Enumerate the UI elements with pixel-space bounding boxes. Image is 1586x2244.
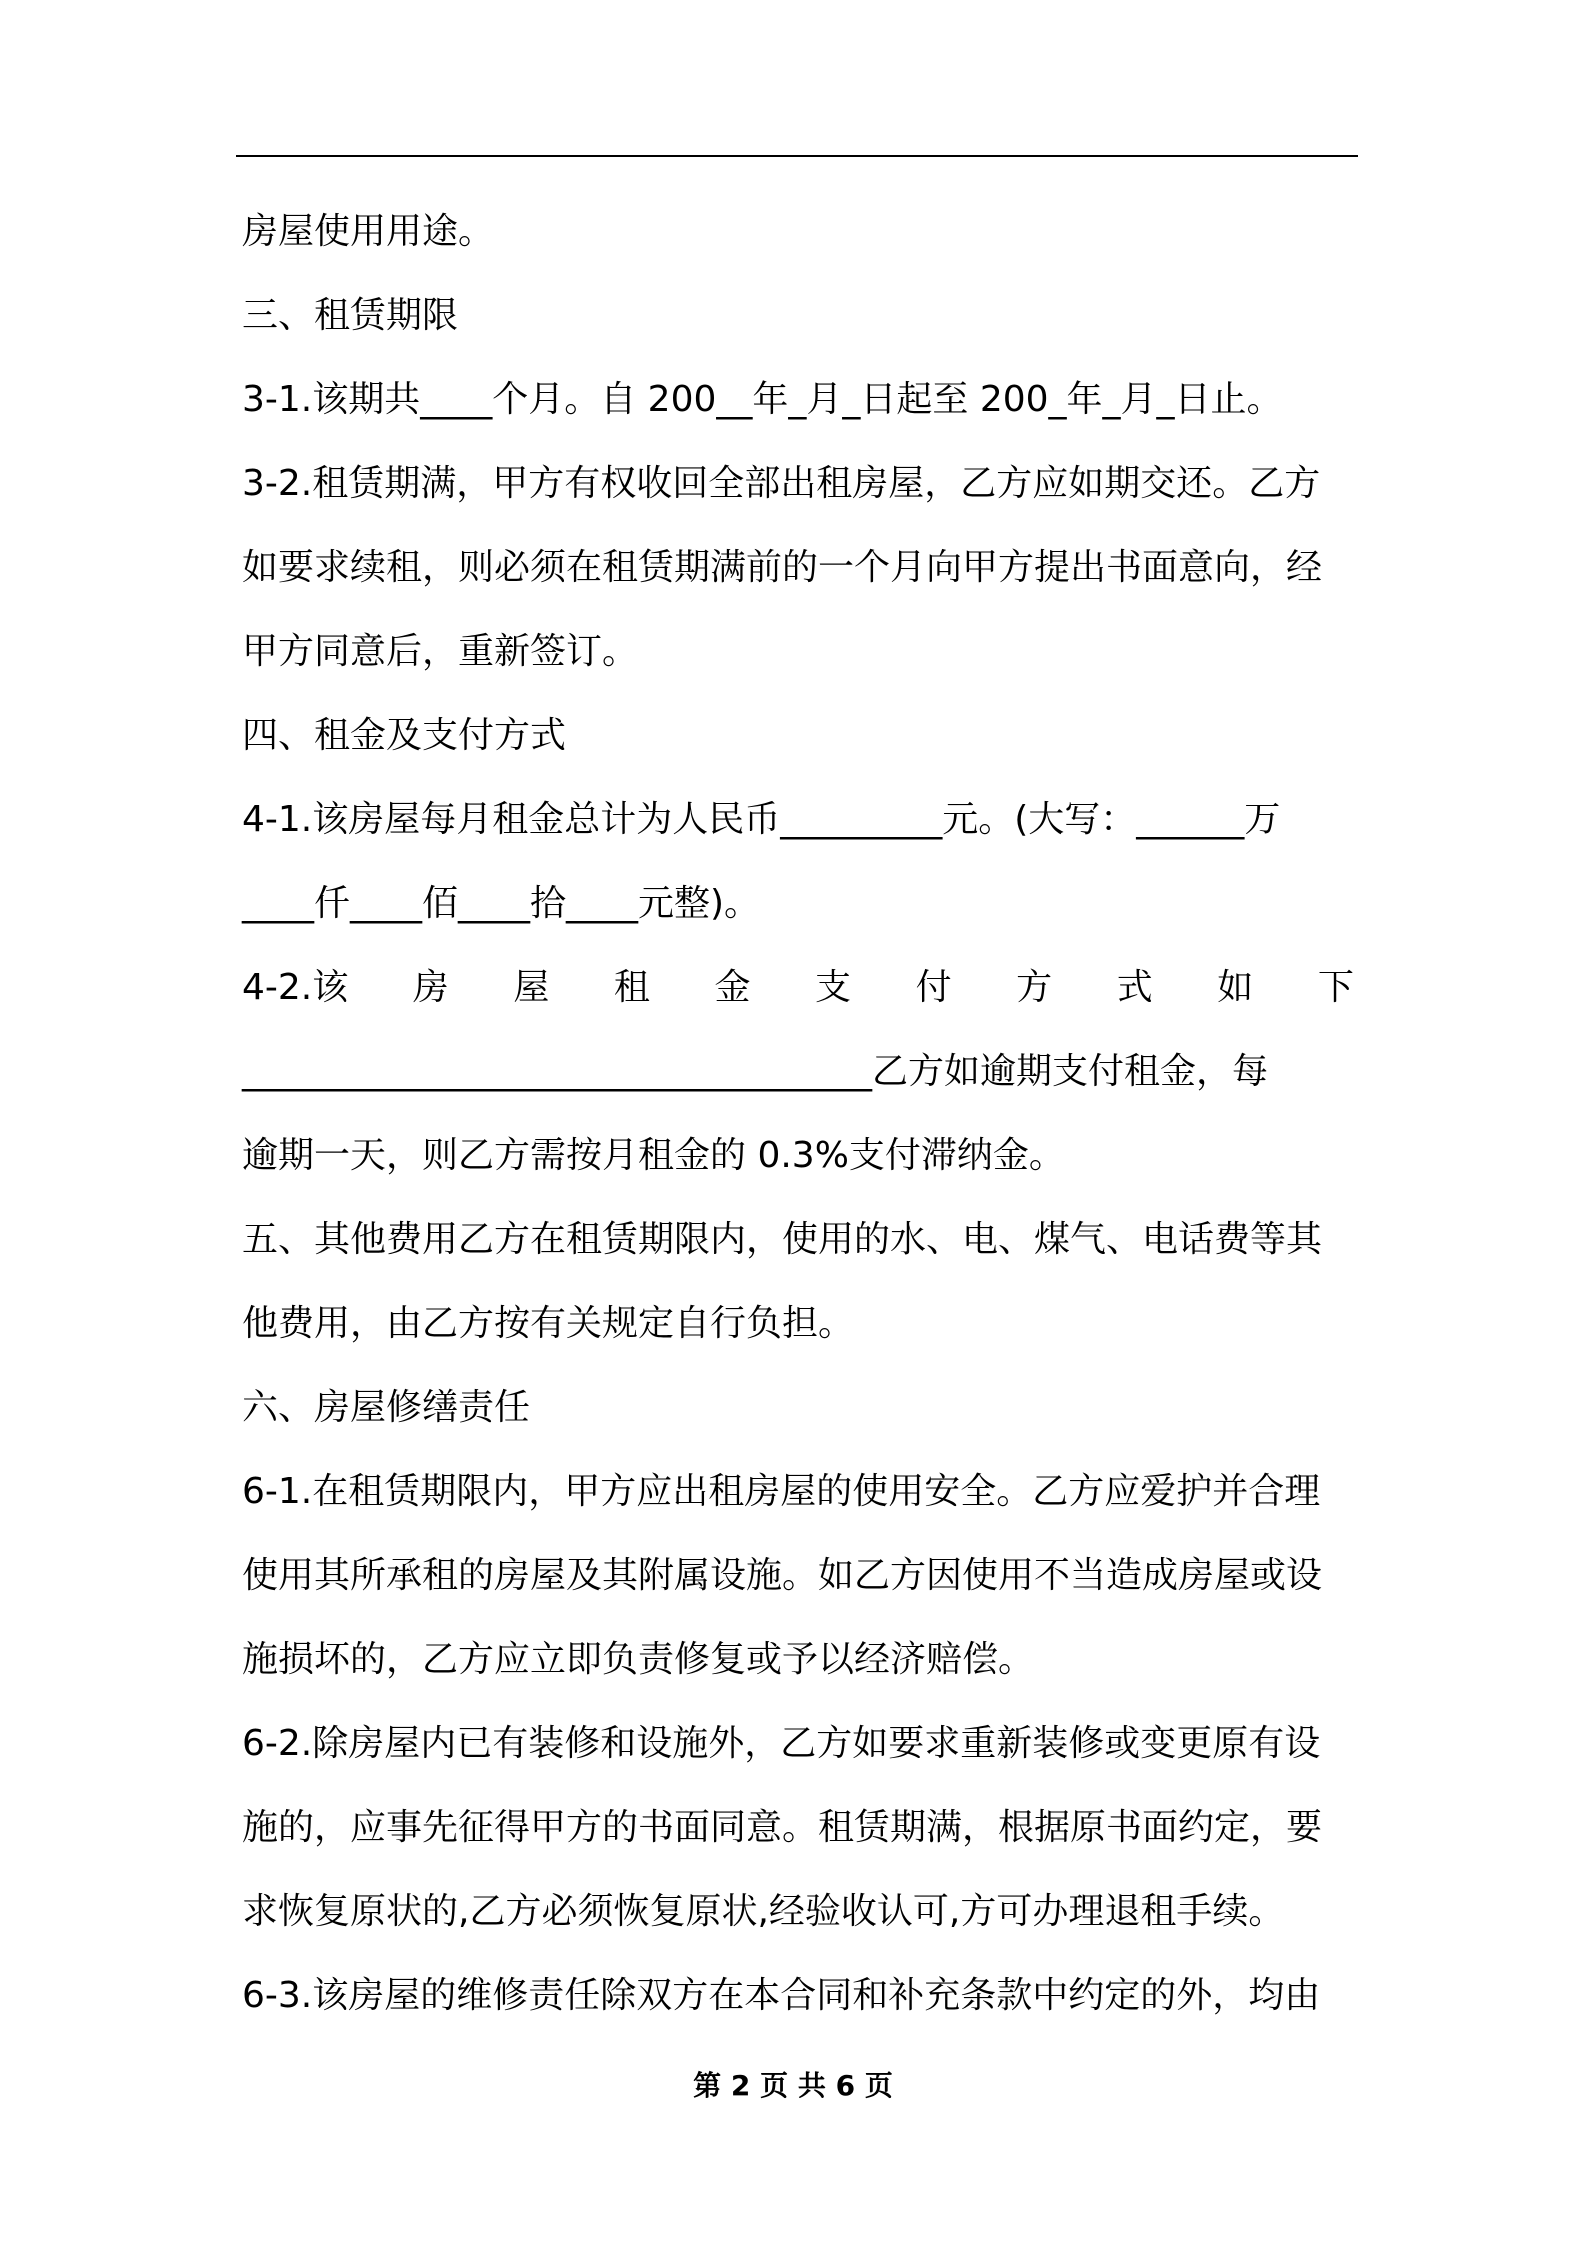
spread-character: 下 (1317, 967, 1354, 1008)
spread-character: 方 (1016, 967, 1053, 1008)
spread-character: 租 (613, 967, 650, 1008)
spread-character: 屋 (513, 967, 550, 1008)
text-line: 3-1.该期共____个月。自 200__年_月_日起至 200_年_月_日止。 (242, 379, 1283, 420)
text-line: 甲方同意后，重新签订。 (242, 631, 639, 672)
spread-character: 支 (815, 967, 852, 1008)
text-line: 6-2.除房屋内已有装修和设施外，乙方如要求重新装修或变更原有设 (242, 1723, 1321, 1764)
text-line: 6-1.在租赁期限内，甲方应出租房屋的使用安全。乙方应爱护并合理 (242, 1471, 1321, 1512)
text-line: 房屋使用用途。 (242, 211, 495, 252)
text-line: 4-1.该房屋每月租金总计为人民币_________元。(大写：______万 (242, 799, 1281, 840)
text-line: ___________________________________乙方如逾期支付租金，每 (242, 1051, 1269, 1092)
text-line: 五、其他费用乙方在租赁期限内，使用的水、电、煤气、电话费等其 (242, 1219, 1323, 1260)
text-line: 求恢复原状的,乙方必须恢复原状,经验收认可,方可办理退租手续。 (242, 1891, 1285, 1932)
text-line: 使用其所承租的房屋及其附属设施。如乙方因使用不当造成房屋或设 (242, 1555, 1323, 1596)
spread-character: 房 (412, 967, 449, 1008)
section-heading: 四、租金及支付方式 (242, 715, 567, 756)
spread-character: 式 (1116, 967, 1153, 1008)
page-number-footer: 第 2 页 共 6 页 (693, 2069, 893, 2102)
text-line-spread (242, 946, 1354, 1030)
section-heading: 三、租赁期限 (242, 295, 459, 336)
text-line: 3-2.租赁期满，甲方有权收回全部出租房屋，乙方应如期交还。乙方 (242, 463, 1321, 504)
header-rule (236, 155, 1358, 157)
text-line: 施的，应事先征得甲方的书面同意。租赁期满，根据原书面约定，要 (242, 1807, 1323, 1848)
spread-character: 付 (915, 967, 952, 1008)
spread-character: 金 (714, 967, 751, 1008)
section-heading: 六、房屋修缮责任 (242, 1387, 531, 1428)
document-body (242, 190, 1354, 2038)
text-line: 施损坏的，乙方应立即负责修复或予以经济赔偿。 (242, 1639, 1035, 1680)
spread-character: 如 (1217, 967, 1254, 1008)
text-line: ____仟____佰____拾____元整)。 (242, 883, 761, 924)
text-line: 6-3.该房屋的维修责任除双方在本合同和补充条款中约定的外，均由 (242, 1975, 1321, 2016)
spread-character: 4-2.该 (242, 967, 349, 1008)
text-line: 如要求续租，则必须在租赁期满前的一个月向甲方提出书面意向，经 (242, 547, 1323, 588)
text-line: 逾期一天，则乙方需按月租金的 0.3%支付滞纳金。 (242, 1135, 1065, 1176)
text-line: 他费用，由乙方按有关规定自行负担。 (242, 1303, 855, 1344)
